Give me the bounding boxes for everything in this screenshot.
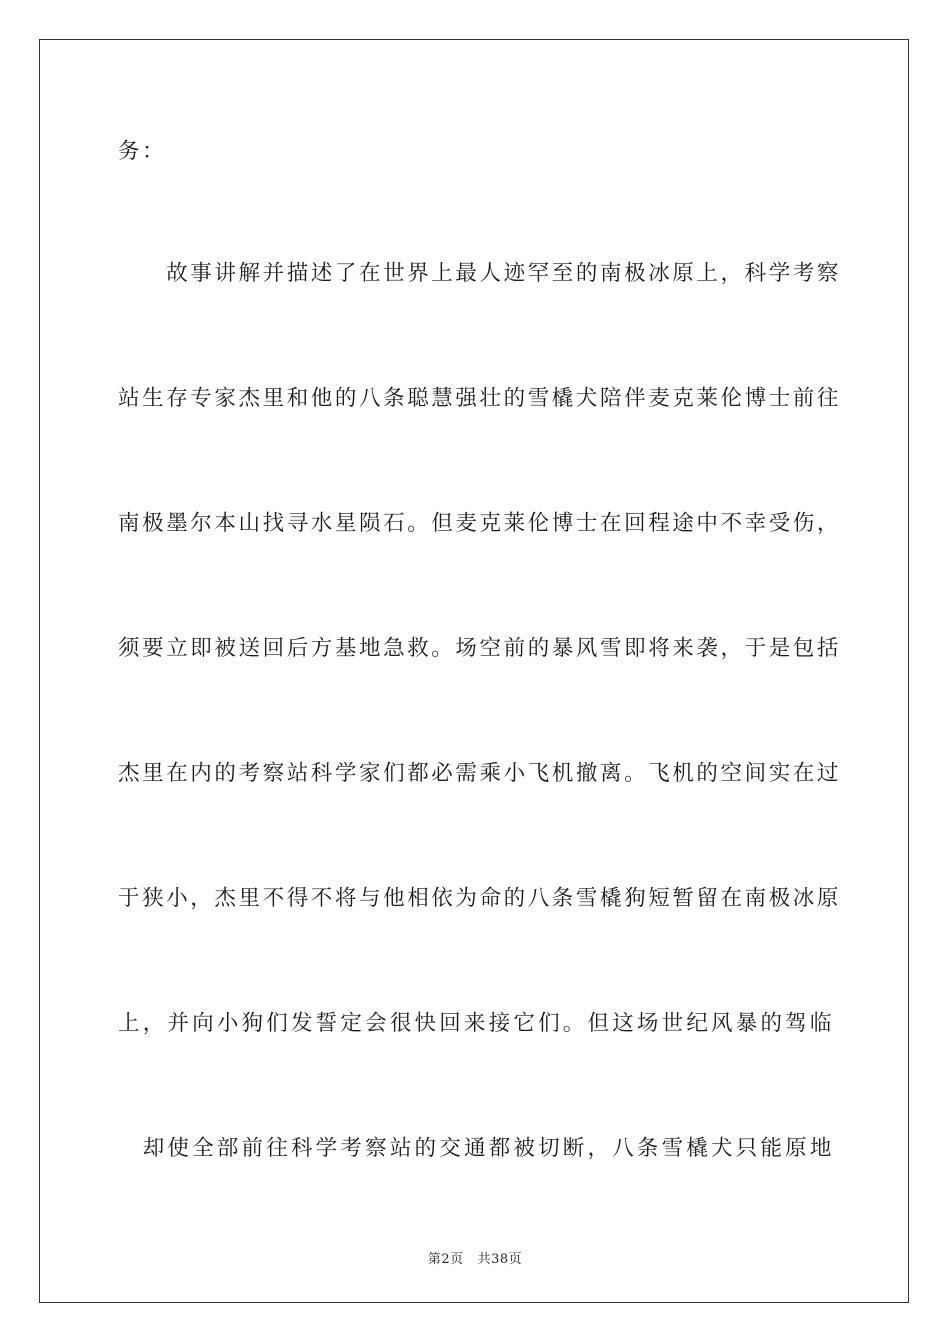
total-pages: 共38页 [477,1252,523,1267]
body-text-line: 却使全部前往科学考察站的交通都被切断，八条雪橇犬只能原地 [118,1136,834,1161]
body-text-line: 须要立即被送回后方基地急救。场空前的暴风雪即将来袭，于是包括 [118,636,842,661]
body-text-line: 南极墨尔本山找寻水星陨石。但麦克莱伦博士在回程途中不幸受伤， [118,511,842,536]
body-text-line: 上，并向小狗们发誓定会很快回来接它们。但这场世纪风暴的驾临 [118,1011,834,1036]
body-text-line: 务： [118,139,167,164]
page-footer [0,1248,950,1267]
body-text-line: 站生存专家杰里和他的八条聪慧强壮的雪橇犬陪伴麦克莱伦博士前往 [118,386,842,411]
body-text-line: 故事讲解并描述了在世界上最人迹罕至的南极冰原上，科学考察 [118,261,842,286]
page-number: 第2页 [427,1252,464,1267]
page-border [39,39,909,1303]
body-text-line: 于狭小，杰里不得不将与他相依为命的八条雪橇狗短暂留在南极冰原 [118,886,842,911]
body-text-line: 杰里在内的考察站科学家们都必需乘小飞机撤离。飞机的空间实在过 [118,761,842,786]
